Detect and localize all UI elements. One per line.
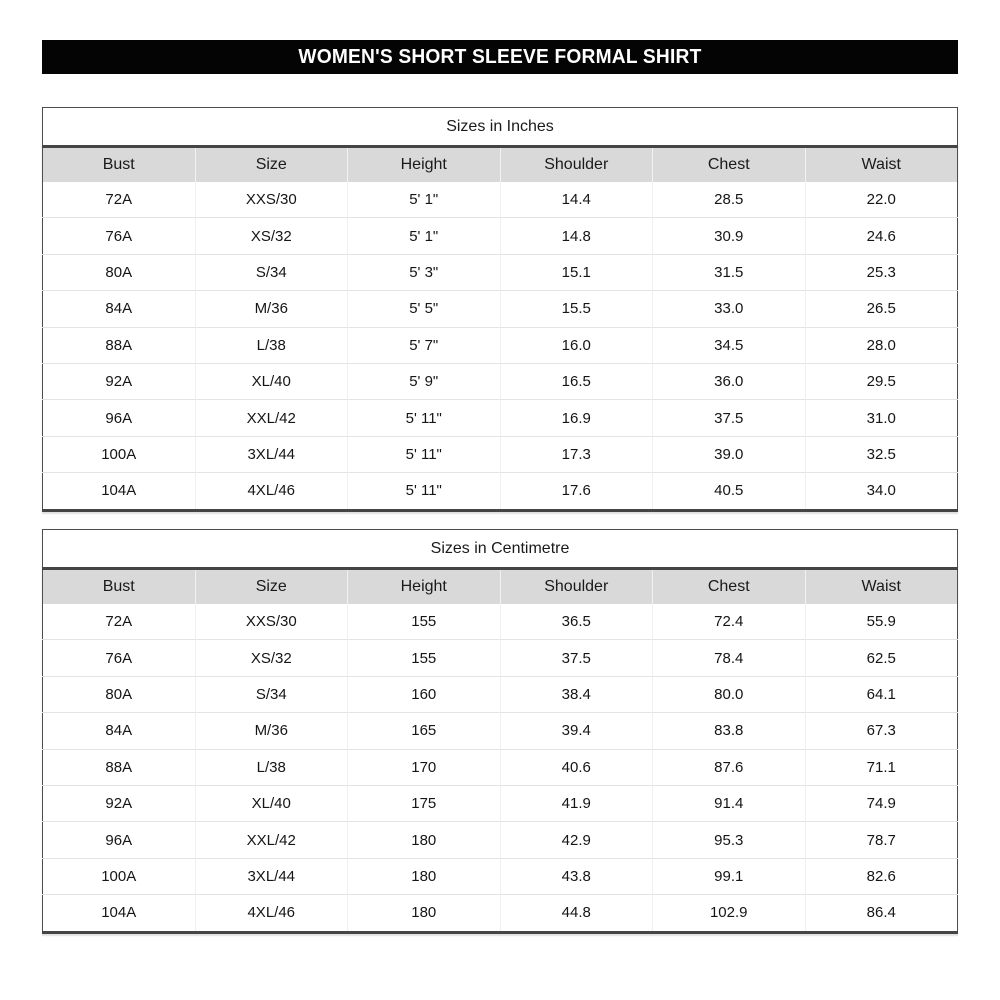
table-cell: M/36 (195, 291, 348, 327)
table-cell: 40.6 (500, 749, 653, 785)
table-row (43, 858, 958, 894)
table-cell: 104A (43, 895, 196, 932)
table-cell: 180 (348, 895, 501, 932)
table-row (43, 400, 958, 436)
table-row (43, 822, 958, 858)
table-cell: 3XL/44 (195, 436, 348, 472)
column-header: Waist (805, 147, 958, 183)
sizes-centimetre-table (42, 529, 958, 934)
column-header: Waist (805, 569, 958, 605)
table-cell: 42.9 (500, 822, 653, 858)
table-cell: 175 (348, 785, 501, 821)
table-row (43, 218, 958, 254)
table-row (43, 473, 958, 510)
table-cell: 155 (348, 604, 501, 640)
table-cell: 5' 5" (348, 291, 501, 327)
table-cell: 31.5 (653, 254, 806, 290)
table-cell: 17.6 (500, 473, 653, 510)
table-cell: 95.3 (653, 822, 806, 858)
table-cell: 16.0 (500, 327, 653, 363)
table-cell: 64.1 (805, 676, 958, 712)
page-title: WOMEN'S SHORT SLEEVE FORMAL SHIRT (298, 45, 702, 68)
table-row (43, 895, 958, 932)
table-cell: 37.5 (500, 640, 653, 676)
table-head (43, 108, 958, 183)
table-caption: Sizes in Inches (43, 108, 958, 147)
table-cell: 84A (43, 291, 196, 327)
table-cell: 38.4 (500, 676, 653, 712)
table-cell: 41.9 (500, 785, 653, 821)
table-cell: 14.4 (500, 182, 653, 218)
table-cell: 28.0 (805, 327, 958, 363)
table-cell: 32.5 (805, 436, 958, 472)
table-cell: 28.5 (653, 182, 806, 218)
caption-row (43, 530, 958, 569)
table-cell: XXS/30 (195, 604, 348, 640)
table-cell: 5' 9" (348, 363, 501, 399)
table-cell: 72A (105, 191, 133, 209)
table-cell: 84A (43, 713, 196, 749)
table-cell: 43.8 (500, 858, 653, 894)
table-cell: 16.9 (500, 400, 653, 436)
table-cell: XXS/30 (195, 182, 348, 218)
table-cell: 180 (348, 858, 501, 894)
column-header: Bust (43, 147, 196, 183)
table-cell: 96A (43, 400, 196, 436)
table-row (43, 713, 958, 749)
table-cell: 24.6 (805, 218, 958, 254)
table-cell: XS/32 (195, 640, 348, 676)
table-cell: 76A (43, 218, 196, 254)
table-caption: Sizes in Centimetre (43, 530, 958, 569)
column-header: Height (348, 147, 501, 183)
table-cell: 80A (43, 676, 196, 712)
table-cell: 5' 3" (348, 254, 501, 290)
column-header: Height (348, 569, 501, 605)
table-cell: 88A (43, 327, 196, 363)
table-cell: 74.9 (805, 785, 958, 821)
table-cell: XL/40 (195, 363, 348, 399)
table-cell: 14.8 (500, 218, 653, 254)
table-cell: 36.5 (500, 604, 653, 640)
table-cell: 72A (105, 613, 133, 631)
table-cell: XS/32 (195, 218, 348, 254)
table-row (43, 640, 958, 676)
table-cell: 39.0 (653, 436, 806, 472)
table-cell: 88A (43, 749, 196, 785)
table-cell: 39.4 (500, 713, 653, 749)
table-cell: 100A (43, 858, 196, 894)
table-cell: S/34 (195, 676, 348, 712)
sizes-inches-table (42, 107, 958, 512)
table-cell: 155 (348, 640, 501, 676)
caption-row (43, 108, 958, 147)
table-cell: 180 (348, 822, 501, 858)
table-cell: 5' 11" (348, 473, 501, 510)
table-cell: 34.0 (805, 473, 958, 510)
table-cell: 92A (43, 363, 196, 399)
table-cell: 17.3 (500, 436, 653, 472)
table-cell: 15.1 (500, 254, 653, 290)
table-cell: 86.4 (805, 895, 958, 932)
table-cell: 76A (43, 640, 196, 676)
table-cell: 3XL/44 (195, 858, 348, 894)
column-header: Size (195, 147, 348, 183)
table-cell: L/38 (195, 749, 348, 785)
table-cell: 26.5 (805, 291, 958, 327)
table-cell: 5' 11" (348, 436, 501, 472)
table-cell: 30.9 (653, 218, 806, 254)
table-cell: 62.5 (805, 640, 958, 676)
table-row (43, 363, 958, 399)
header-row (43, 147, 958, 183)
column-header: Shoulder (500, 569, 653, 605)
table-cell: 170 (348, 749, 501, 785)
table-cell: 100A (43, 436, 196, 472)
table-cell: XXL/42 (195, 822, 348, 858)
table-cell: 55.9 (805, 604, 958, 640)
table-row (43, 436, 958, 472)
table-row (43, 604, 958, 640)
table-cell: 25.3 (805, 254, 958, 290)
table-cell: 5' 1" (348, 218, 501, 254)
table-body (43, 182, 958, 510)
table-cell: 31.0 (805, 400, 958, 436)
table-row (43, 785, 958, 821)
header-row (43, 569, 958, 605)
table-cell: 40.5 (653, 473, 806, 510)
table-cell: 67.3 (805, 713, 958, 749)
table-cell: 22.0 (805, 182, 958, 218)
table-cell: 4XL/46 (195, 895, 348, 932)
table-row (43, 327, 958, 363)
table-cell: 83.8 (653, 713, 806, 749)
table-cell: 34.5 (653, 327, 806, 363)
table-cell: 36.0 (653, 363, 806, 399)
column-header: Shoulder (500, 147, 653, 183)
table-cell: 78.4 (653, 640, 806, 676)
table-cell: 5' 11" (348, 400, 501, 436)
table-row (43, 291, 958, 327)
table-cell: 80.0 (653, 676, 806, 712)
column-header: Chest (653, 569, 806, 605)
table-cell: 91.4 (653, 785, 806, 821)
table-cell: 92A (43, 785, 196, 821)
table-head (43, 530, 958, 605)
table-cell: 15.5 (500, 291, 653, 327)
table-cell: 29.5 (805, 363, 958, 399)
table-cell: 78.7 (805, 822, 958, 858)
table-cell: M/36 (195, 713, 348, 749)
table-cell: 71.1 (805, 749, 958, 785)
table-row (43, 254, 958, 290)
table-row (43, 182, 958, 218)
table-cell: 33.0 (653, 291, 806, 327)
table-cell: 160 (348, 676, 501, 712)
table-cell: 87.6 (653, 749, 806, 785)
table-cell: 82.6 (805, 858, 958, 894)
title-bar (42, 40, 958, 74)
table-cell: 72.4 (653, 604, 806, 640)
table-cell: 44.8 (500, 895, 653, 932)
table-cell: 96A (43, 822, 196, 858)
table-cell: 5' 7" (348, 327, 501, 363)
size-table-inches (42, 107, 958, 512)
table-row (43, 749, 958, 785)
size-table-centimetre (42, 529, 958, 934)
table-cell: 37.5 (653, 400, 806, 436)
table-cell: 104A (43, 473, 196, 510)
column-header: Size (195, 569, 348, 605)
table-cell: XXL/42 (195, 400, 348, 436)
table-cell: 99.1 (653, 858, 806, 894)
table-cell: 165 (348, 713, 501, 749)
table-cell: 102.9 (653, 895, 806, 932)
table-row (43, 676, 958, 712)
column-header: Bust (43, 569, 196, 605)
table-cell: 16.5 (500, 363, 653, 399)
table-cell: S/34 (195, 254, 348, 290)
table-body (43, 604, 958, 932)
table-cell: L/38 (195, 327, 348, 363)
table-cell: 4XL/46 (195, 473, 348, 510)
table-cell: 80A (43, 254, 196, 290)
table-cell: XL/40 (195, 785, 348, 821)
table-cell: 5' 1" (348, 182, 501, 218)
column-header: Chest (653, 147, 806, 183)
